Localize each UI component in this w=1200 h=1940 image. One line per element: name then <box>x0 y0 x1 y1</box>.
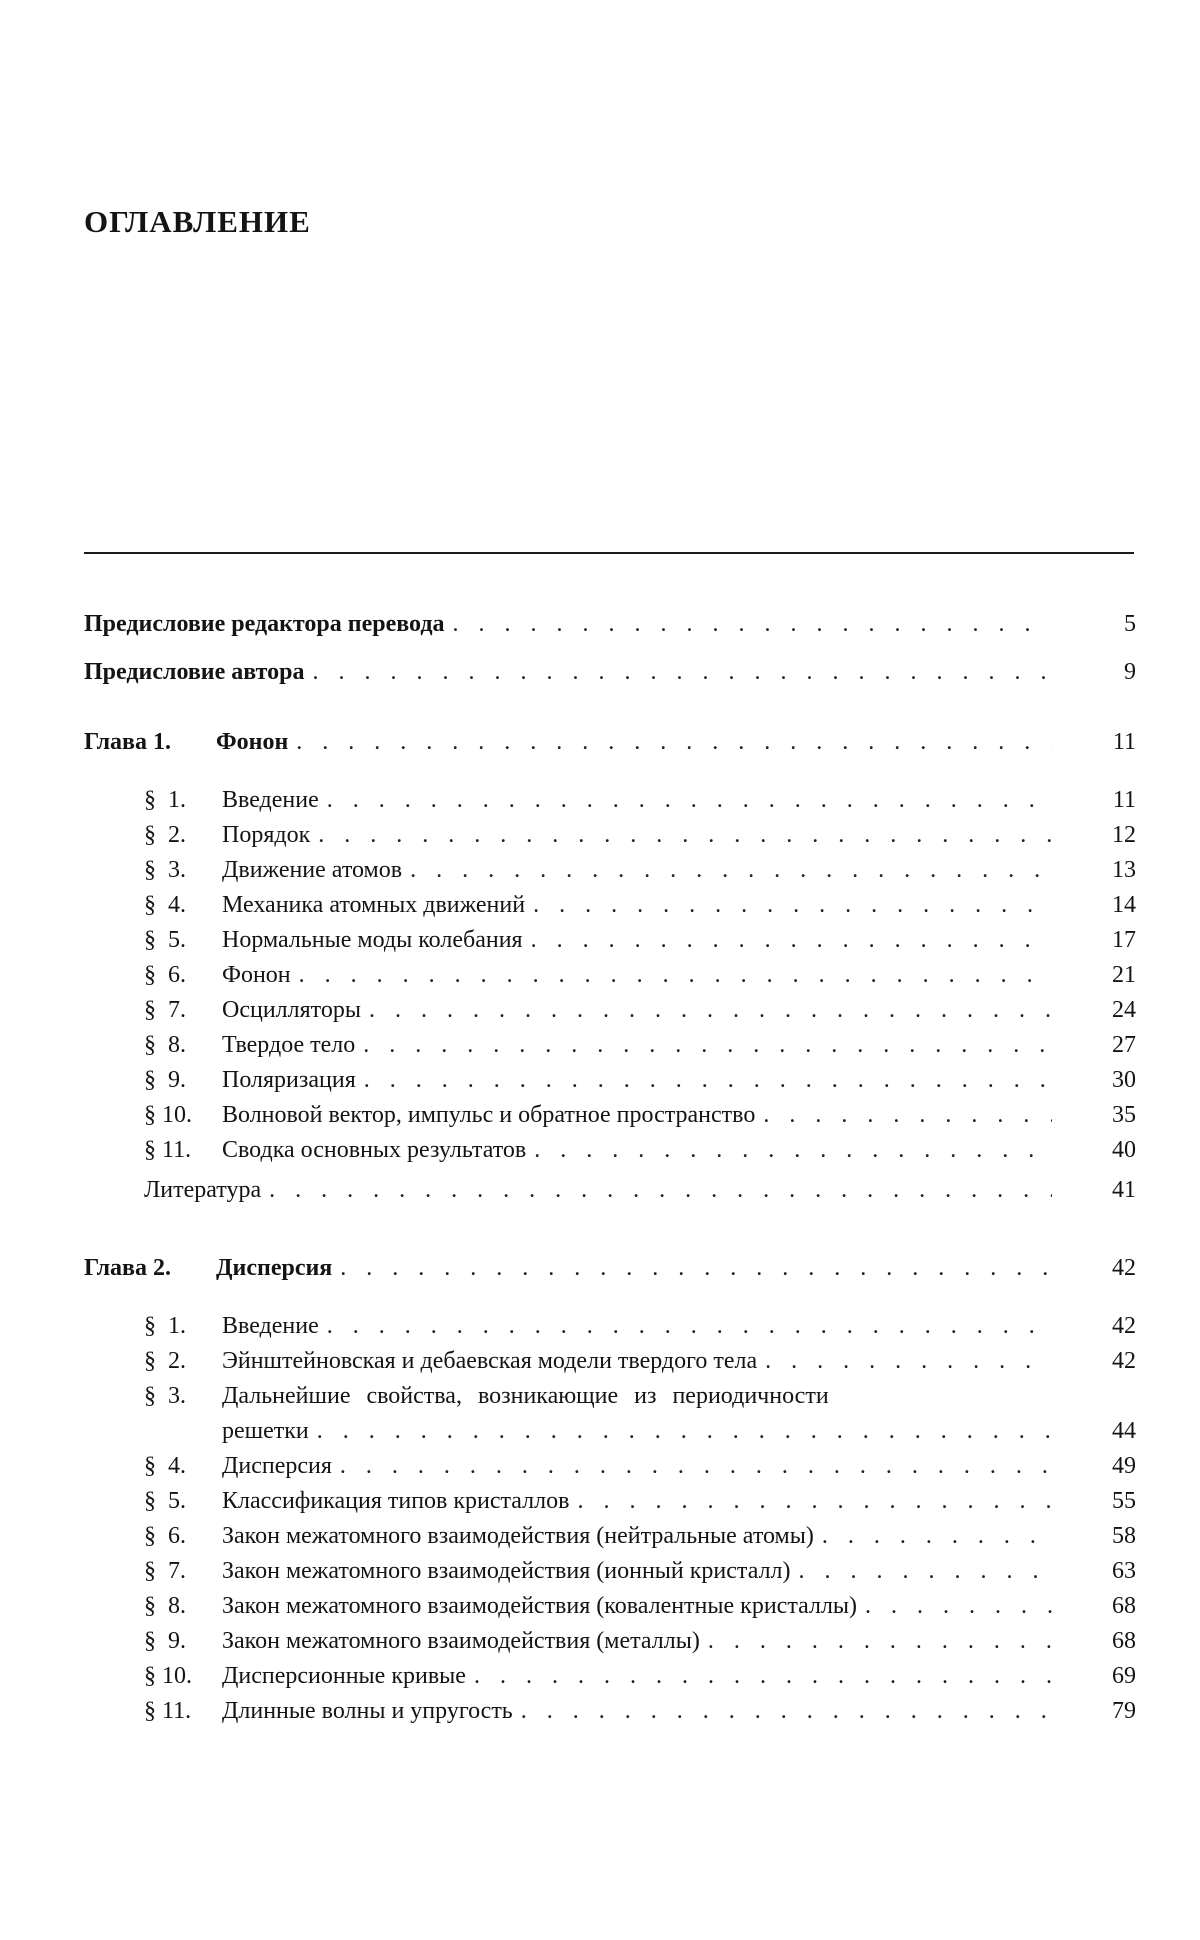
toc-entry-number: § 6. <box>144 962 186 988</box>
toc-entry-page: 41 <box>1112 1177 1136 1203</box>
toc-entry <box>0 1379 1200 1413</box>
toc-entry-number: § 4. <box>144 1453 186 1479</box>
dot-leader <box>444 607 1052 641</box>
toc-entry <box>0 1554 1200 1588</box>
toc-entry <box>0 1133 1200 1167</box>
toc-entry-page: 68 <box>1112 1593 1136 1619</box>
toc-entry-page: 21 <box>1112 962 1136 988</box>
toc-entry-page: 11 <box>1112 787 1136 813</box>
toc-entry-page: 42 <box>1112 1348 1136 1374</box>
toc-entry-title: Дисперсия <box>216 1255 333 1281</box>
page-title: ОГЛАВЛЕНИЕ <box>84 204 311 239</box>
toc-entry-page: 42 <box>1112 1255 1136 1281</box>
dot-leader <box>402 853 1052 887</box>
toc-entry-number: Глава 2. <box>84 1255 171 1281</box>
toc-entry <box>0 1173 1200 1207</box>
dot-leader <box>332 1251 1052 1285</box>
dot-leader <box>291 958 1052 992</box>
toc-entry-number: § 1. <box>144 1313 186 1339</box>
toc-entry <box>0 1589 1200 1623</box>
toc-entry-number: § 2. <box>144 822 186 848</box>
toc-entry-page: 9 <box>1124 659 1136 685</box>
toc-entry <box>0 888 1200 922</box>
toc-entry-title: Введение <box>222 787 319 813</box>
toc-entry-page: 63 <box>1112 1558 1136 1584</box>
dot-leader <box>513 1694 1052 1728</box>
toc-entry-number: § 7. <box>144 997 186 1023</box>
toc-entry-number: § 9. <box>144 1067 186 1093</box>
toc-entry-number: § 3. <box>144 1383 186 1409</box>
toc-entry <box>0 1624 1200 1658</box>
toc-entry-page: 27 <box>1112 1032 1136 1058</box>
toc-entry-page: 30 <box>1112 1067 1136 1093</box>
toc-entry-page: 14 <box>1112 892 1136 918</box>
toc-entry-number: § 11. <box>144 1137 192 1163</box>
toc-entry <box>0 1028 1200 1062</box>
toc-entry-title: Предисловие автора <box>84 659 305 685</box>
toc-entry <box>0 853 1200 887</box>
toc-entry-title: Движение атомов <box>222 857 403 883</box>
toc-entry-title: Классификация типов кристаллов <box>222 1488 570 1514</box>
toc-entry-title: Закон межатомного взаимодействия (ионный кристалл) <box>222 1558 791 1584</box>
toc-entry <box>0 1659 1200 1693</box>
toc-entry-page: 44 <box>1112 1418 1136 1444</box>
dot-leader <box>525 888 1052 922</box>
toc-entry-page: 42 <box>1112 1313 1136 1339</box>
toc-entry <box>0 818 1200 852</box>
dot-leader <box>569 1484 1052 1518</box>
toc-entry-title: Твердое тело <box>222 1032 356 1058</box>
toc-entry-number: § 10. <box>144 1102 192 1128</box>
dot-leader <box>355 1028 1052 1062</box>
dot-leader <box>791 1554 1052 1588</box>
toc-entry-title: Литература <box>144 1177 262 1203</box>
toc-entry-title: Поляризация <box>222 1067 356 1093</box>
toc-entry-number: Глава 1. <box>84 729 171 755</box>
toc-entry-page: 24 <box>1112 997 1136 1023</box>
toc-entry <box>0 923 1200 957</box>
dot-leader <box>332 1449 1052 1483</box>
toc-entry-page: 40 <box>1112 1137 1136 1163</box>
toc-entry-number: § 8. <box>144 1032 186 1058</box>
toc-entry-page: 5 <box>1124 611 1136 637</box>
toc-entry <box>0 1098 1200 1132</box>
toc-entry-title: Осцилляторы <box>222 997 361 1023</box>
dot-leader <box>319 783 1052 817</box>
toc-entry-page: 68 <box>1112 1628 1136 1654</box>
toc-entry <box>0 1449 1200 1483</box>
toc-entry-title: Порядок <box>222 822 311 848</box>
toc-entry-number: § 7. <box>144 1558 186 1584</box>
toc-entry-number: § 5. <box>144 1488 186 1514</box>
dot-leader <box>857 1589 1052 1623</box>
toc-entry-page: 79 <box>1112 1698 1136 1724</box>
toc-entry <box>0 1519 1200 1553</box>
dot-leader <box>757 1344 1052 1378</box>
dot-leader <box>310 818 1052 852</box>
toc-entry <box>0 1694 1200 1728</box>
toc-entry-number: § 6. <box>144 1523 186 1549</box>
toc-entry-title: Закон межатомного взаимодействия (нейтральные атомы) <box>222 1523 814 1549</box>
toc-entry-title: Длинные волны и упругость <box>222 1698 513 1724</box>
toc-entry-title: Нормальные моды колебания <box>222 927 523 953</box>
toc-entry-title: Дисперсия <box>222 1453 332 1479</box>
dot-leader <box>288 725 1052 759</box>
dot-leader <box>523 923 1052 957</box>
toc-entry <box>0 1344 1200 1378</box>
toc-entry <box>0 1063 1200 1097</box>
dot-leader <box>309 1414 1052 1448</box>
toc-entry-title: Закон межатомного взаимодействия (металлы) <box>222 1628 700 1654</box>
toc-entry <box>0 725 1200 759</box>
toc-entry <box>0 1414 1200 1448</box>
toc-entry <box>0 607 1200 641</box>
toc-entry <box>0 958 1200 992</box>
toc-entry-page: 11 <box>1112 729 1136 755</box>
toc-entry <box>0 1484 1200 1518</box>
toc-entry-title: решетки <box>222 1418 309 1444</box>
toc-entry-title: Волновой вектор, импульс и обратное пространство <box>222 1102 756 1128</box>
dot-leader <box>304 655 1052 689</box>
toc-entry-page: 35 <box>1112 1102 1136 1128</box>
dot-leader <box>700 1624 1052 1658</box>
toc-entry <box>0 655 1200 689</box>
dot-leader <box>319 1309 1052 1343</box>
dot-leader <box>526 1133 1052 1167</box>
toc-entry-number: § 10. <box>144 1663 192 1689</box>
toc-entry-title: Введение <box>222 1313 319 1339</box>
dot-leader <box>755 1098 1052 1132</box>
toc-entry-title: Закон межатомного взаимодействия (ковалентные кристаллы) <box>222 1593 858 1619</box>
toc-entry-title: Сводка основных результатов <box>222 1137 527 1163</box>
dot-leader <box>814 1519 1052 1553</box>
toc-entry-number: § 5. <box>144 927 186 953</box>
toc-entry <box>0 1309 1200 1343</box>
toc-entry-title: Предисловие редактора перевода <box>84 611 445 637</box>
toc-entry-page: 12 <box>1112 822 1136 848</box>
toc-entry <box>0 993 1200 1027</box>
toc-entry-number: § 4. <box>144 892 186 918</box>
toc-entry-number: § 2. <box>144 1348 186 1374</box>
toc-entry-number: § 1. <box>144 787 186 813</box>
toc-entry-number: § 9. <box>144 1628 186 1654</box>
toc-entry-title: Дальнейшие свойства, возникающие из периодичности <box>222 1383 829 1409</box>
dot-leader <box>466 1659 1052 1693</box>
toc-entry-number: § 8. <box>144 1593 186 1619</box>
toc-entry-number: § 11. <box>144 1698 192 1724</box>
toc-entry <box>0 783 1200 817</box>
toc-entry-title: Эйнштейновская и дебаевская модели твердого тела <box>222 1348 758 1374</box>
toc-entry-number: § 3. <box>144 857 186 883</box>
toc-entry-page: 17 <box>1112 927 1136 953</box>
dot-leader <box>261 1173 1052 1207</box>
dot-leader <box>356 1063 1052 1097</box>
toc-entry-title: Фонон <box>222 962 291 988</box>
toc-entry-page: 58 <box>1112 1523 1136 1549</box>
toc-entry-page: 69 <box>1112 1663 1136 1689</box>
toc-entry <box>0 1251 1200 1285</box>
toc-entry-page: 49 <box>1112 1453 1136 1479</box>
toc-entry-title: Фонон <box>216 729 289 755</box>
toc-entry-page: 55 <box>1112 1488 1136 1514</box>
toc-entry-page: 13 <box>1112 857 1136 883</box>
toc-entry-title: Механика атомных движений <box>222 892 526 918</box>
dot-leader <box>361 993 1052 1027</box>
toc-entry-title: Дисперсионные кривые <box>222 1663 466 1689</box>
